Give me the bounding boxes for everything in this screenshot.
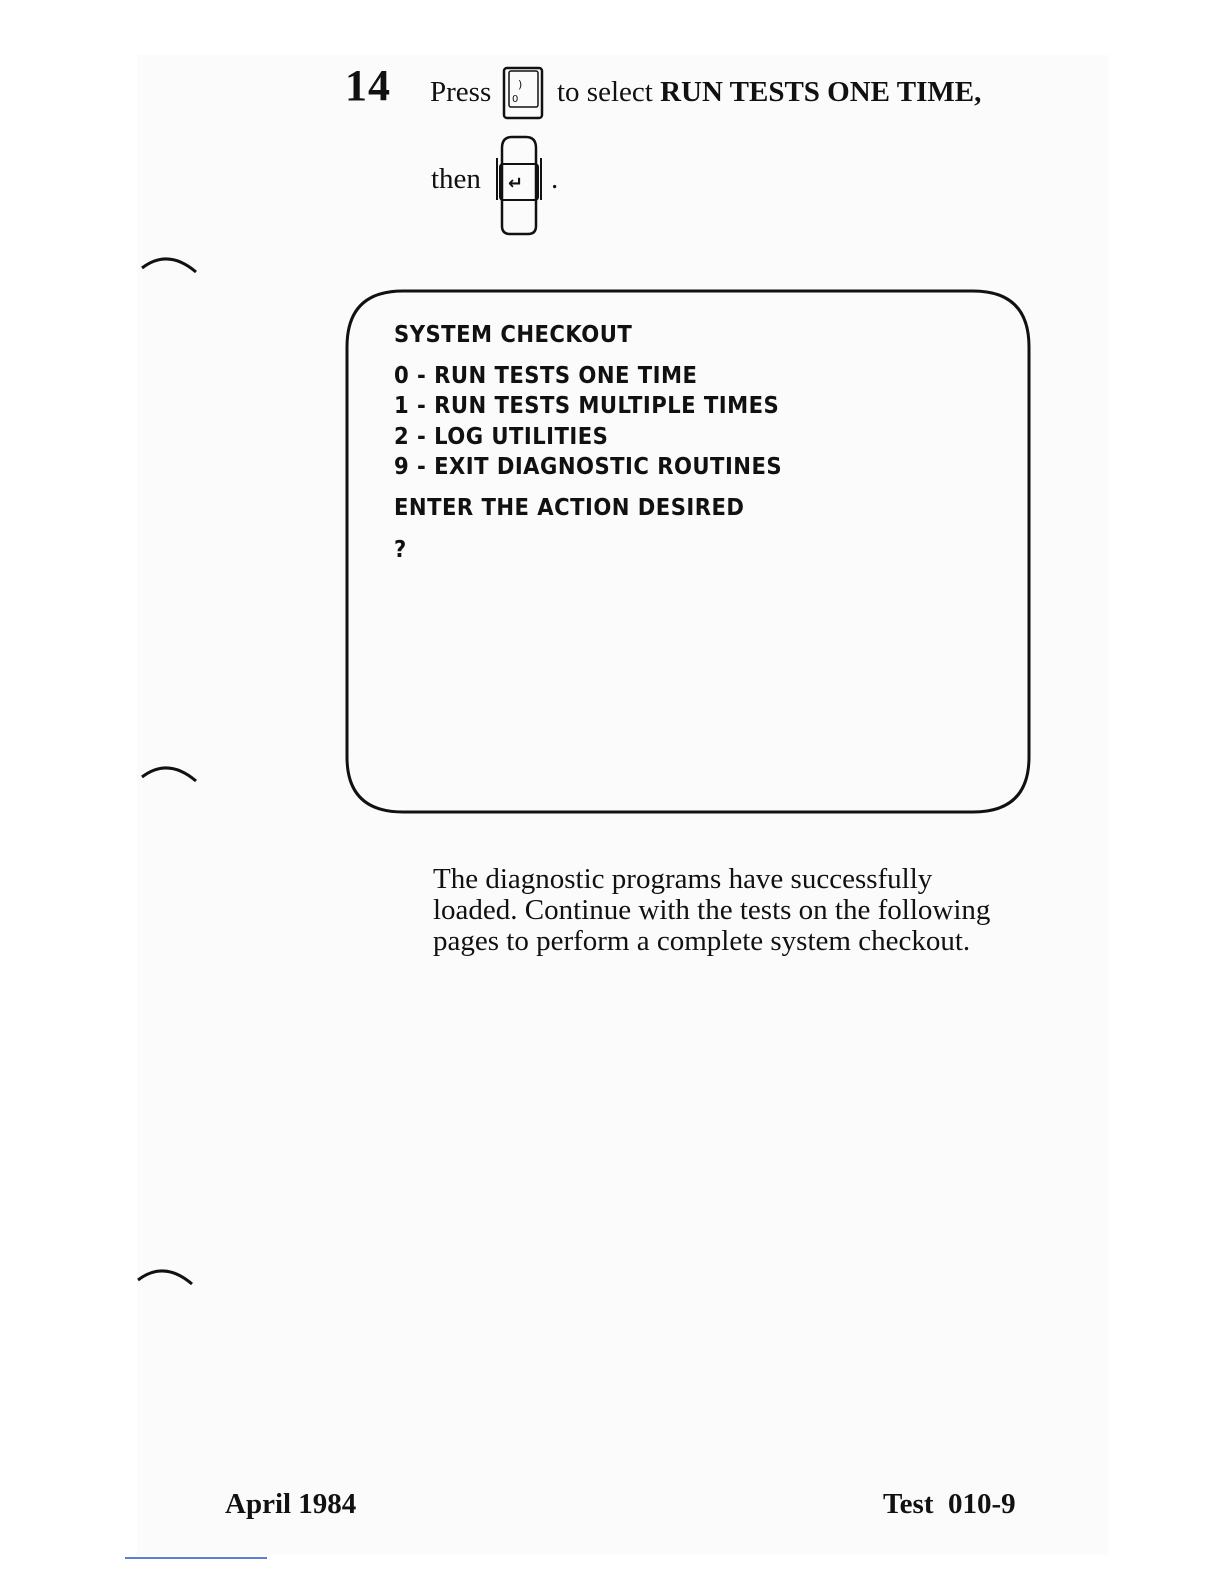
instruction-line xyxy=(557,76,981,109)
zero-key-icon xyxy=(502,66,546,122)
body-line: loaded. Continue with the tests on the following xyxy=(433,894,991,926)
step-number: 14 xyxy=(345,61,391,110)
screen-title: SYSTEM CHECKOUT xyxy=(394,322,633,348)
binder-hole-middle xyxy=(138,755,200,785)
body-paragraph xyxy=(433,864,1073,957)
zero-key-bottom-glyph: 0 xyxy=(512,94,519,105)
then-label: then xyxy=(431,163,481,195)
enter-key-glyph: ↵ xyxy=(508,173,524,194)
scan-artifact-line xyxy=(125,1557,267,1559)
period: . xyxy=(551,163,559,195)
screen-prompt: ENTER THE ACTION DESIRED xyxy=(394,495,745,521)
body-line: The diagnostic programs have successfully xyxy=(433,863,933,895)
press-label: Press xyxy=(430,76,492,108)
zero-key-top-glyph: ) xyxy=(518,78,523,91)
menu-option-exit: 9 - EXIT DIAGNOSTIC ROUTINES xyxy=(394,454,783,480)
screen-cursor: ? xyxy=(394,537,407,563)
footer-page-id: Test 010-9 xyxy=(883,1488,1016,1520)
menu-option-log-utilities: 2 - LOG UTILITIES xyxy=(394,424,609,450)
menu-option-run-multiple: 1 - RUN TESTS MULTIPLE TIMES xyxy=(394,393,780,419)
menu-option-run-once: 0 - RUN TESTS ONE TIME xyxy=(394,363,698,389)
binder-hole-bottom xyxy=(134,1258,196,1288)
option-name: RUN TESTS ONE TIME, xyxy=(660,76,982,108)
enter-key-icon xyxy=(494,134,544,238)
select-text: to select xyxy=(557,76,653,108)
footer-date: April 1984 xyxy=(225,1488,357,1520)
binder-hole-top xyxy=(138,246,200,276)
body-line: pages to perform a complete system checkout. xyxy=(433,925,971,957)
